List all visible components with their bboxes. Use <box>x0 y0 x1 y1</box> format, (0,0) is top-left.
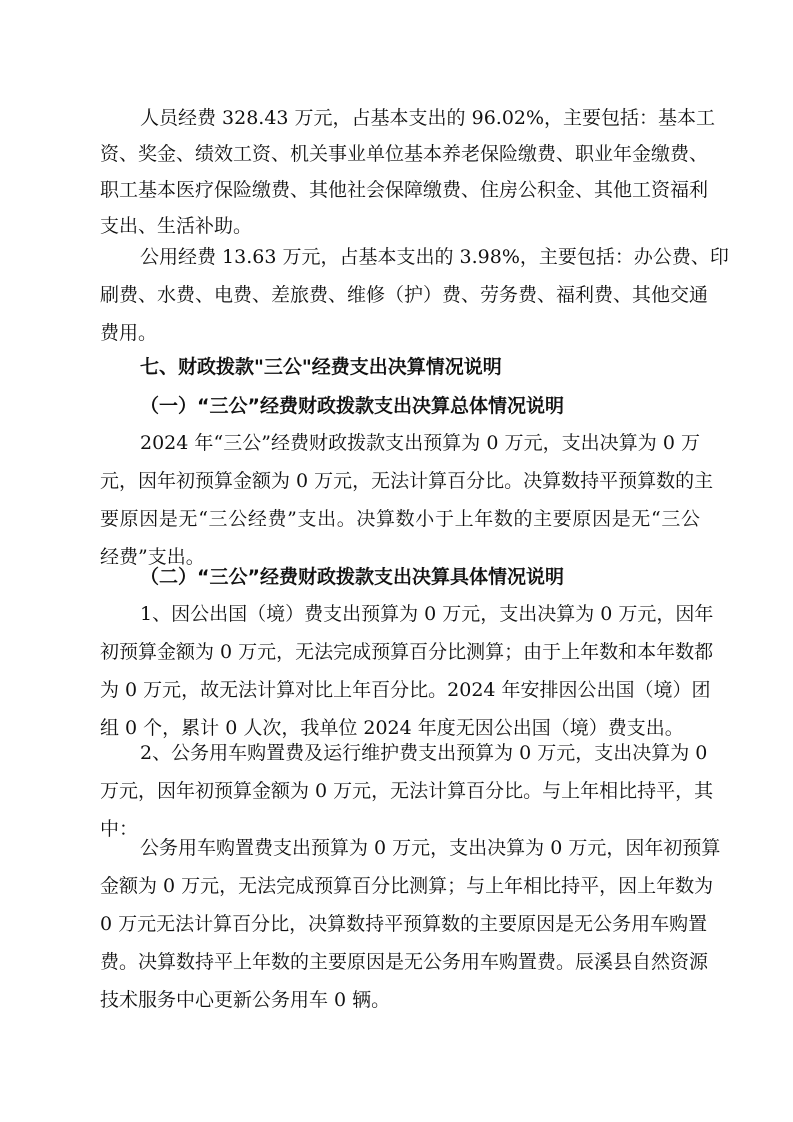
personnel-line-3: 职工基本医疗保险缴费、其他社会保障缴费、住房公积金、其他工资福利 <box>100 179 709 201</box>
item1-line-1: 1、因公出国（境）费支出预算为 0 万元，支出决算为 0 万元，因年 <box>140 603 714 625</box>
personnel-line-2: 资、奖金、绩效工资、机关事业单位基本养老保险缴费、职业年金缴费、 <box>100 143 709 165</box>
item1-line-2: 初预算金额为 0 万元，无法完成预算百分比测算；由于上年数和本年数都 <box>100 641 714 663</box>
vehicle-line-1: 公务用车购置费支出预算为 0 万元，支出决算为 0 万元，因年初预算 <box>140 837 721 859</box>
personnel-line-4: 支出、生活补助。 <box>100 215 253 237</box>
vehicle-line-4: 费。决算数持平上年数的主要原因是无公务用车购置费。辰溪县自然资源 <box>100 951 709 973</box>
item1-line-4: 组 0 个，累计 0 人次，我单位 2024 年度无因公出国（境）费支出。 <box>100 717 684 739</box>
overall-line-3: 要原因是无“三公经费”支出。决算数小于上年数的主要原因是无“三公 <box>100 508 700 530</box>
overall-line-1: 2024 年“三公”经费财政拨款支出预算为 0 万元，支出决算为 0 万 <box>140 432 700 454</box>
item2-line-1: 2、公务用车购置费及运行维护费支出预算为 0 万元，支出决算为 0 <box>140 742 708 764</box>
item2-line-3: 中： <box>100 818 139 840</box>
section-7-heading: 七、财政拨款"三公"经费支出决算情况说明 <box>140 356 502 378</box>
vehicle-line-5: 技术服务中心更新公务用车 0 辆。 <box>100 989 391 1011</box>
public-use-line-3: 费用。 <box>100 322 158 344</box>
personnel-line-1: 人员经费 328.43 万元，占基本支出的 96.02%，主要包括：基本工 <box>140 107 716 129</box>
vehicle-line-3: 0 万元无法计算百分比，决算数持平预算数的主要原因是无公务用车购置 <box>100 913 708 935</box>
overall-line-2: 元，因年初预算金额为 0 万元，无法计算百分比。决算数持平预算数的主 <box>100 470 714 492</box>
vehicle-line-2: 金额为 0 万元，无法完成预算百分比测算；与上年相比持平，因上年数为 <box>100 875 714 897</box>
public-use-line-2: 刷费、水费、电费、差旅费、维修（护）费、劳务费、福利费、其他交通 <box>100 284 709 306</box>
item2-line-2: 万元，因年初预算金额为 0 万元，无法计算百分比。与上年相比持平，其 <box>100 780 714 802</box>
public-use-line-1: 公用经费 13.63 万元，占基本支出的 3.98%，主要包括：办公费、印 <box>140 246 729 268</box>
item1-line-3: 为 0 万元，故无法计算对比上年百分比。2024 年安排因公出国（境）团 <box>100 679 711 701</box>
sub-heading-1: （一）“三公”经费财政拨款支出决算总体情况说明 <box>140 395 564 417</box>
overall-line-4: 经费”支出。 <box>100 546 205 568</box>
sub-heading-2: （二）“三公”经费财政拨款支出决算具体情况说明 <box>140 566 564 588</box>
